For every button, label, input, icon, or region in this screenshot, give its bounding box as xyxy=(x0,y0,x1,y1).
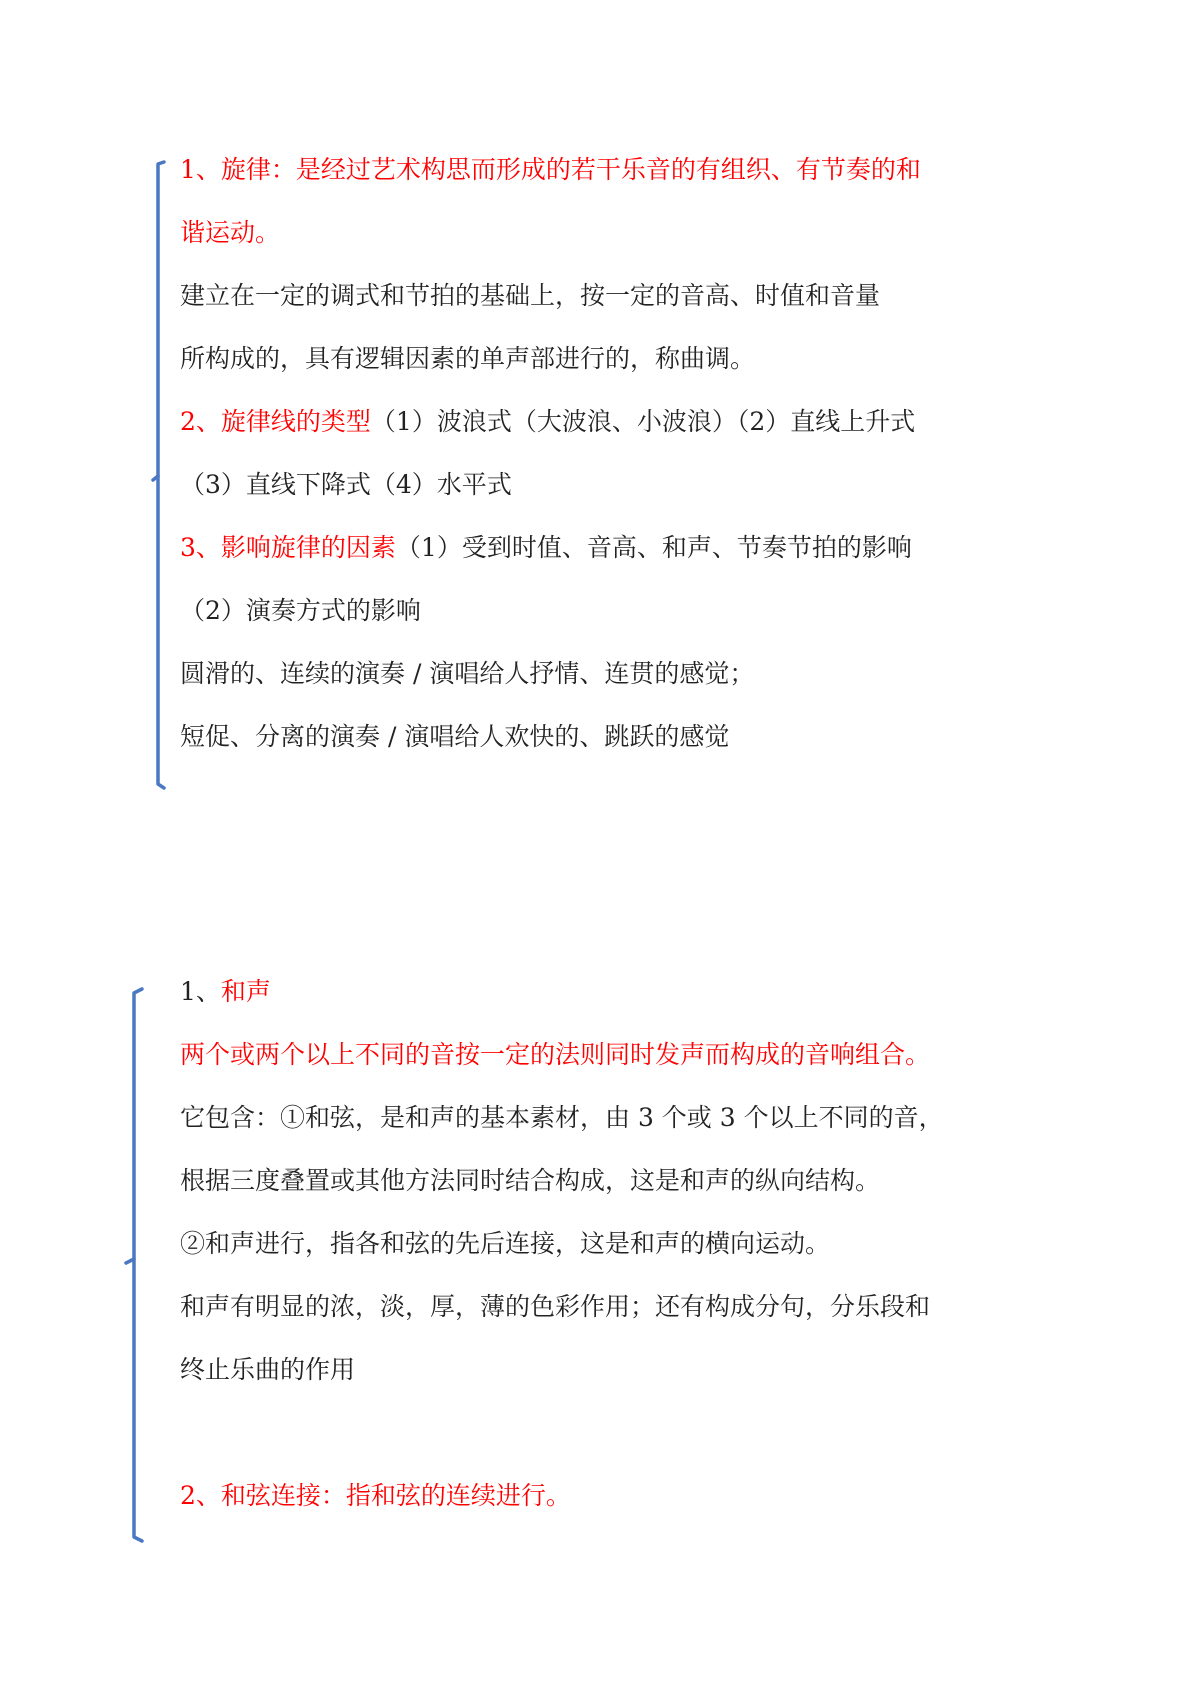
harmony-line-1 xyxy=(180,960,1040,1023)
harmony-line-5 xyxy=(180,1212,1040,1275)
harmony-progression: ②和声进行，指各和弦的先后连接，这是和声的横向运动。 xyxy=(180,1229,831,1258)
melody-line-2 xyxy=(180,201,1040,264)
melody-line-1 xyxy=(180,138,1040,201)
harmony-line-6 xyxy=(180,1275,1040,1338)
melody-factors-heading: 3、影响旋律的因素 xyxy=(180,533,396,562)
melody-line-6 xyxy=(180,453,1040,516)
melody-line-7 xyxy=(180,516,1040,579)
legato-description: 圆滑的、连续的演奏 / 演唱给人抒情、连贯的感觉； xyxy=(180,659,755,688)
harmony-number: 1、 xyxy=(180,977,221,1006)
melody-line-5 xyxy=(180,390,1040,453)
harmony-blank-line xyxy=(180,1401,1040,1464)
harmony-effects-cont: 终止乐曲的作用 xyxy=(180,1355,356,1384)
harmony-heading: 和声 xyxy=(220,977,271,1006)
left-brace-section-2 xyxy=(118,985,158,1545)
harmony-line-3 xyxy=(180,1086,1040,1149)
melody-line-types-list-cont: （3）直线下降式（4）水平式 xyxy=(180,470,512,499)
section-harmony xyxy=(180,960,1040,1527)
harmony-line-9 xyxy=(180,1464,1040,1527)
harmony-line-4 xyxy=(180,1149,1040,1212)
harmony-line-2 xyxy=(180,1023,1040,1086)
melody-line-types-list: （1）波浪式（大波浪、小波浪）（2）直线上升式 xyxy=(370,407,916,436)
melody-definition-cont: 谐运动。 xyxy=(180,218,281,247)
melody-line-10 xyxy=(180,705,1040,768)
melody-description-cont: 所构成的，具有逻辑因素的单声部进行的，称曲调。 xyxy=(180,344,756,373)
melody-factors-list-cont: （2）演奏方式的影响 xyxy=(180,596,421,625)
melody-line-types-heading: 2、旋律线的类型 xyxy=(180,407,371,436)
melody-factors-list: （1）受到时值、音高、和声、节奏节拍的影响 xyxy=(395,533,912,562)
harmony-contents-cont: 根据三度叠置或其他方法同时结合构成，这是和声的纵向结构。 xyxy=(180,1166,881,1195)
harmony-definition: 两个或两个以上不同的音按一定的法则同时发声而构成的音响组合。 xyxy=(180,1040,931,1069)
melody-line-8 xyxy=(180,579,1040,642)
melody-line-9 xyxy=(180,642,1040,705)
melody-definition-title: 1、旋律：是经过艺术构思而形成的若干乐音的有组织、有节奏的和 xyxy=(180,155,921,184)
harmony-line-7 xyxy=(180,1338,1040,1401)
melody-line-3 xyxy=(180,264,1040,327)
melody-line-4 xyxy=(180,327,1040,390)
chord-connection-heading: 2、和弦连接：指和弦的连续进行。 xyxy=(180,1481,571,1510)
section-melody xyxy=(180,138,1040,768)
harmony-effects: 和声有明显的浓，淡，厚，薄的色彩作用；还有构成分句，分乐段和 xyxy=(180,1292,931,1321)
staccato-description: 短促、分离的演奏 / 演唱给人欢快的、跳跃的感觉 xyxy=(180,722,730,751)
left-brace-section-1 xyxy=(150,158,180,794)
harmony-contents: 它包含：①和弦，是和声的基本素材，由 3 个或 3 个以上不同的音， xyxy=(180,1103,944,1132)
melody-description: 建立在一定的调式和节拍的基础上，按一定的音高、时值和音量 xyxy=(180,281,881,310)
